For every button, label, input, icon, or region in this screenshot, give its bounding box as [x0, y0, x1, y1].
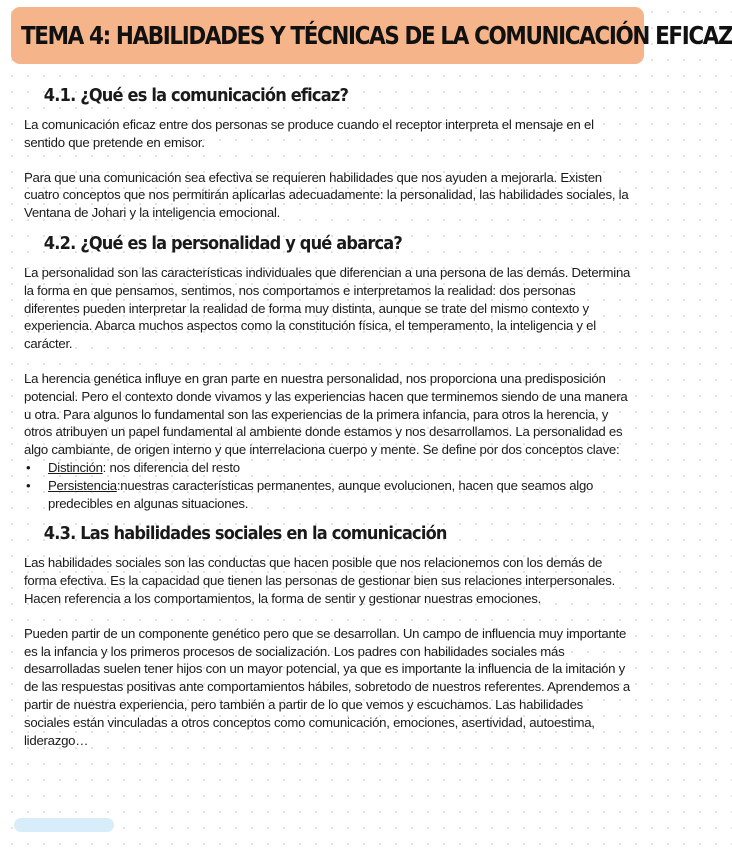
paragraph: La personalidad son las características individuales que diferencian a una persona de las demás. Determina la forma en que pensamos, sentimos, nos comportamos e interpretamos la realidad: dos personas diferentes pueden interpretar la realidad de forma muy distinta, aunque se trate del mismo contexto y experiencia. Abarca muchos aspectos como la constitución física, el temperamento, la inteligencia y el carácter. — [24, 264, 631, 352]
page-title: TEMA 4: HABILIDADES Y TÉCNICAS DE LA COMUNICACIÓN EFICAZ — [21, 21, 732, 50]
section-4-3 — [24, 520, 632, 749]
section-heading: 4.2. ¿Qué es la personalidad y qué abarca? — [43, 232, 403, 254]
section-heading: 4.1. ¿Qué es la comunicación eficaz? — [43, 85, 349, 106]
title-banner — [11, 7, 732, 64]
concept-term: Persistencia — [48, 477, 117, 493]
paragraph: Para que una comunicación sea efectiva se requieren habilidades que nos ayuden a mejorarla. Existen cuatro conceptos que nos permitirán aplicarlas adecuadamente: la personalidad, las habilidades sociales, la Ventana de Johari y la inteligencia emocional. — [24, 169, 629, 221]
paragraph: La comunicación eficaz entre dos personas se produce cuando el receptor interpreta el mensaje en el sentido que pretende en emisor. — [24, 117, 594, 150]
list-item — [24, 477, 632, 513]
section-4-1 — [24, 82, 632, 222]
concept-description: :nuestras características permanentes, aunque evolucionen, hacen que seamos algo predecibles en algunas situaciones. — [48, 477, 594, 511]
paragraph: La herencia genética influye en gran parte en nuestra personalidad, nos proporciona una predisposición potencial. Pero el contexto donde vivamos y las experiencias hacen que terminemos siendo de una manera u otra. Para algunos lo fundamental son las experiencias de la primera infancia, para otros la herencia, y otros atribuyen un papel fundamental al ambiente donde estamos y nos desarrollamos. La personalidad es algo cambiante, de origen interno y que interrelaciona cuerpo y mente. Se define por dos conceptos clave: — [24, 370, 628, 458]
bullet-icon: • — [26, 459, 31, 475]
watermark-logo — [14, 818, 114, 832]
key-concepts-list — [24, 459, 632, 512]
list-item — [24, 459, 632, 477]
paragraph: Pueden partir de un componente genético pero que se desarrollan. Un campo de influencia muy importante es la infancia y los primeros procesos de socialización. Los padres con habilidades sociales más desarrolladas suelen tener hijos con un mayor potencial, ya que es importante la influencia de la imitación y de las respuestas positivas ante comportamientos hábiles, sobretodo de nuestros referentes. Aprendemos a partir de nuestra experiencia, pero también a partir de lo que vemos y escuchamos. Las habilidades sociales están vinculadas a otros conceptos como comunicación, emociones, asertividad, autoestima, liderazgo… — [24, 625, 630, 748]
document-body — [24, 82, 632, 749]
section-4-2 — [24, 230, 632, 512]
concept-description: : nos diferencia del resto — [102, 459, 240, 475]
bullet-icon: • — [26, 477, 31, 493]
section-heading: 4.3. Las habilidades sociales en la comunicación — [43, 523, 447, 545]
concept-term: Distinción — [48, 459, 103, 475]
paragraph: Las habilidades sociales son las conductas que hacen posible que nos relacionemos con los demás de forma efectiva. Es la capacidad que tienen las personas de gestionar bien sus relaciones interpersonales. Hacen referencia a los comportamientos, la forma de sentir y gestionar nuestras emociones. — [24, 555, 615, 606]
